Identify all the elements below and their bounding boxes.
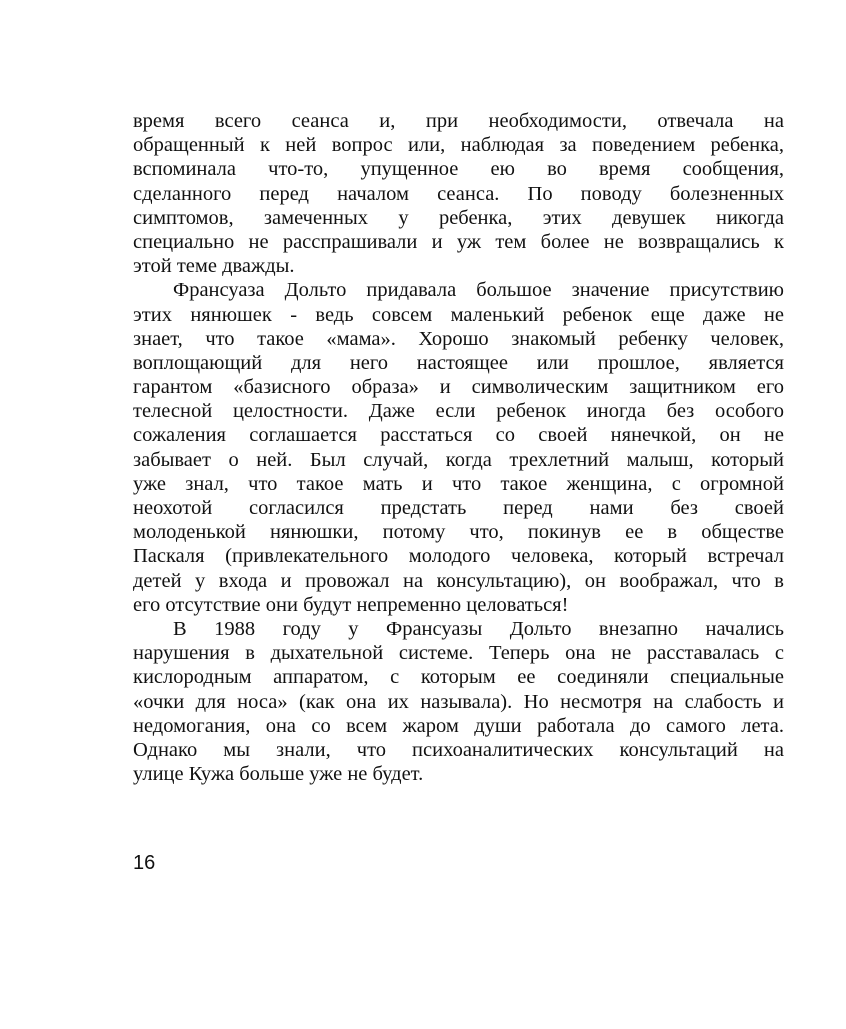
text-line: Франсуаза Дольто придавала большое значение присутствию — [173, 279, 784, 302]
text-line: Однако мы знали, что психоаналитических консультаций на — [133, 738, 784, 761]
text-line: уже знал, что такое мать и что такое женщина, с огромной — [133, 472, 784, 495]
text-line: сделанного перед началом сеанса. По поводу болезненных — [133, 182, 784, 205]
text-line: вспоминала что-то, упущенное ею во время сообщения, — [133, 158, 784, 181]
text-line: Паскаля (привлекательного молодого человека, который встречал — [133, 545, 784, 568]
text-line: В 1988 году у Франсуазы Дольто внезапно начались — [173, 617, 784, 640]
paragraph — [133, 278, 784, 617]
paragraph — [133, 109, 784, 278]
text-line: сожаления соглашается расстаться со своей нянечкой, он не — [133, 424, 784, 447]
text-line: воплощающий для него настоящее или прошлое, является — [133, 351, 784, 374]
text-line: улице Кужа больше уже не будет. — [133, 763, 424, 786]
text-line: недомогания, она со всем жаром души работала до самого лета. — [133, 714, 784, 737]
text-line: обращенный к ней вопрос или, наблюдая за поведением ребенка, — [133, 134, 784, 157]
text-line: знает, что такое «мама». Хорошо знакомый ребенку человек, — [133, 327, 784, 350]
text-line: симптомов, замеченных у ребенка, этих девушек никогда — [133, 206, 784, 229]
text-line: этой теме дважды. — [133, 255, 295, 278]
text-line: телесной целостности. Даже если ребенок иногда без особого — [133, 400, 784, 423]
page-text-body — [133, 109, 784, 786]
page-number: 16 — [133, 852, 156, 874]
text-line: неохотой согласился предстать перед нами без своей — [133, 497, 784, 519]
text-line: «очки для носа» (как она их называла). Но несмотря на слабость и — [133, 690, 784, 713]
text-line: его отсутствие они будут непременно целоваться! — [133, 593, 569, 616]
text-line: этих нянюшек - ведь совсем маленький ребенок еще даже не — [133, 303, 784, 326]
text-line: нарушения в дыхательной системе. Теперь она не расставалась с — [133, 642, 784, 665]
text-line: кислородным аппаратом, с которым ее соединяли специальные — [133, 666, 784, 689]
text-line: гарантом «базисного образа» и символическим защитником его — [133, 376, 784, 399]
text-line: время всего сеанса и, при необходимости, отвечала на — [133, 110, 784, 132]
paragraph — [133, 617, 784, 786]
text-line: детей у входа и провожал на консультацию), он воображал, что в — [133, 569, 784, 592]
text-line: молоденькой нянюшки, потому что, покинув ее в обществе — [133, 521, 784, 544]
text-line: забывает о ней. Был случай, когда трехлетний малыш, который — [133, 448, 784, 471]
text-line: специально не расспрашивали и уж тем более не возвращались к — [133, 230, 784, 253]
